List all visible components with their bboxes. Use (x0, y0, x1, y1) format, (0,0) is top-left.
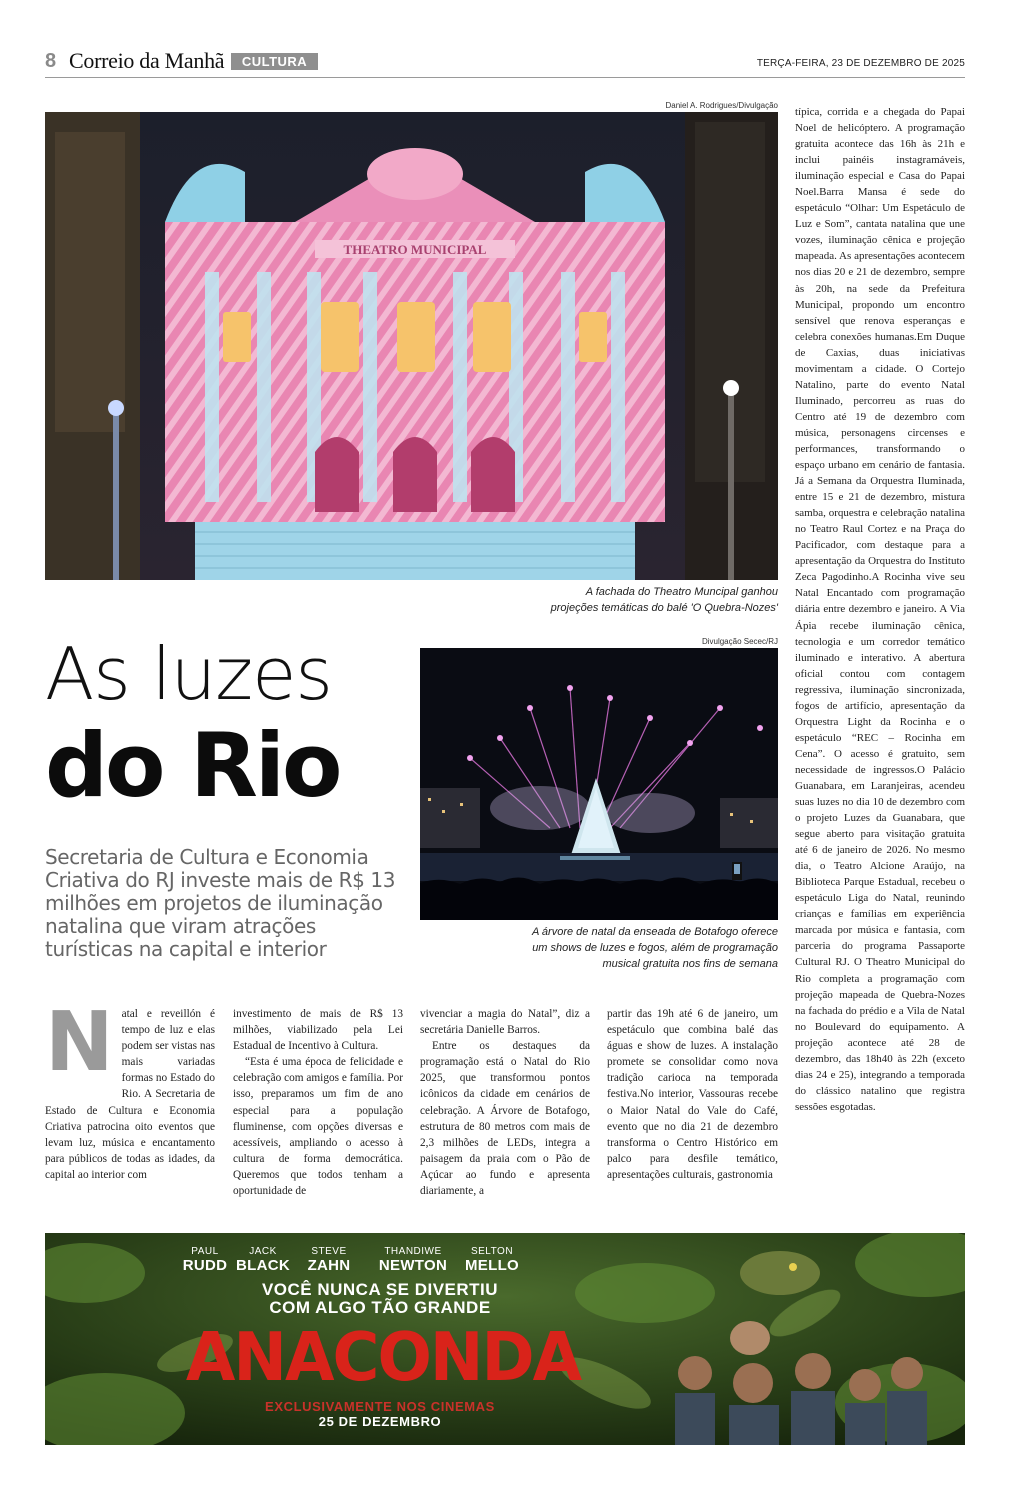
fireworks-illustration (420, 648, 778, 920)
cast-first-name: STEVE (311, 1246, 347, 1257)
ad-tagline-line1: VOCÊ NUNCA SE DIVERTIU (261, 1280, 499, 1299)
theatro-facade-illustration (45, 112, 778, 580)
anaconda-advertisement[interactable] (45, 1233, 965, 1445)
caption-theatro (450, 584, 778, 616)
cast-name-5 (457, 1245, 527, 1273)
cast-first-name: PAUL (191, 1246, 219, 1257)
cast-last-name: ZAHN (307, 1257, 351, 1274)
article-paragraph: vivenciar a magia do Natal”, diz a secretária Danielle Barros. (420, 1008, 590, 1037)
theatro-municipal-photo (45, 112, 778, 580)
page-number: 8 (45, 50, 57, 72)
article-column-3 (420, 1006, 590, 1199)
article-paragraph: “Esta é uma época de felicidade e celebração com amigos e família. Por isso, preparamos um fim de ano especial para a população fluminense, com opções diversas e acessíveis, ampliando o acesso à cultura de forma democrática. Queremos que todos tenham a oportunidade de (233, 1056, 404, 1198)
photo-credit-theatro: Daniel A. Rodrigues/Divulgação (665, 101, 778, 110)
cast-first-name: THANDIWE (384, 1246, 442, 1257)
cast-first-name: SELTON (470, 1246, 514, 1257)
ad-tagline (225, 1281, 535, 1317)
cast-name-1 (175, 1245, 235, 1273)
article-column-4 (607, 1006, 778, 1183)
caption-botafogo-line1: A árvore de natal da enseada de Botafogo oferece (531, 926, 778, 938)
headline-line1: As luzes (45, 632, 332, 716)
cast-name-2 (233, 1245, 293, 1273)
article-column-5 (795, 104, 965, 1115)
section-label: CULTURA (231, 53, 318, 70)
headline-deck: Secretaria de Cultura e Economia Criativa do RJ investe mais de R$ 13 milhões em projetos de iluminação natalina que viram atrações turísticas na capital e interior (45, 845, 396, 961)
article-paragraph: investimento de mais de R$ 13 milhões, viabilizado pela Lei Estadual de Incentivo à Cultura. (233, 1008, 403, 1053)
cast-name-3 (299, 1245, 359, 1273)
newspaper-brand: Correio da Manhã (69, 48, 225, 73)
ad-release-info (205, 1399, 555, 1429)
caption-theatro-line2: projeções temáticas do balé 'O Quebra-Nozes' (550, 602, 778, 614)
article-column-1 (45, 995, 215, 1183)
article-column-2 (233, 1006, 403, 1199)
botafogo-tree-photo (420, 648, 778, 920)
article-paragraph: atal e reveillón é tempo de luz e elas podem ser vistas nas mais variadas formas no Estado do Rio. A Secretaria de Estado de Cultura e Economia Criativa patrocina oito eventos que levam luz, música e encantamento para públicos de todas as idades, da capital ao interior com (45, 1008, 215, 1181)
ad-tagline-line2: COM ALGO TÃO GRANDE (269, 1298, 491, 1317)
issue-date: TERÇA-FEIRA, 23 DE DEZEMBRO DE 2025 (756, 58, 965, 69)
article-paragraph: típica, corrida e a chegada do Papai Noel de helicóptero. A programação gratuita acontece das 16h às 21h e inclui painéis instagramáveis, iluminação especial e Casa do Papai Noel.Barra Mansa é sede do espetáculo “Olhar: Um Espetáculo de Luz e Som”, cantata natalina que une vozes, iluminação cênica e projeção mapeada. As apresentações acontecem nos dias 20 e 21 de dezembro, sempre às 20h, na sede da Prefeitura Municipal, propondo um encontro sensível que renova esperanças e celebra conexões humanas.Em Duque de Caxias, duas iniciativas movimentam a cidade. O Cortejo Natalino, parte do evento Natal Iluminado, percorreu as ruas do Centro até 19 de dezembro com música, personagens circenses e performances, transformando o espaço urbano em cenário de fantasia. Já a Semana da Orquestra Iluminada, entre 15 e 21 de dezembro, mistura samba, orquestra e celebração natalina no Teatro Raul Cortez e na Praça do Pacificador, com destaque para a apresentação da Orquestra do Instituto Zeca Pagodinho.A Rocinha vive seu Natal Encantado com programação diária entre dezembro e janeiro. A Via Ápia recebe iluminação cênica, tecnologia e um corredor temático iluminado e interativo. A abertura oficial contou com contagem regressiva, iluminação sincronizada, fogos de artifício, apresentação da Orquestra Light da Rocinha e o espetáculo “REC – Rocinha em Cena”. O acesso é gratuito, sem necessidade de ingressos.O Palácio Guanabara, em Laranjeiras, acendeu suas luzes no dia 10 de dezembro com o projeto Luzes da Guanabara, que segue aberto para visitação gratuita até 6 de janeiro de 2026. No mesmo dia, o Teatro Alcione Araújo, na Biblioteca Parque Estadual, recebeu o espetáculo Liga do Natal, reunindo crianças e famílias em experiência marcada por música e fantasia, com parceria do programa Passaporte Cultural RJ. O Theatro Municipal do Rio completa a programação com projeção mapeada de Quebra-Nozes na fachada do prédio e a Vila de Natal no Boulevard do equipamento. A projeção acontece até 28 de dezembro, das 18h40 às 22h (exceto dias 24 e 25), integrando a temporada do clássico natalino que registra sessões esgotadas. (795, 106, 965, 1113)
article-paragraph: Entre os destaques da programação está o Natal do Rio 2025, que transformou pontos icônicos da cidade em cenários de celebração. A Árvore de Botafogo, estrutura de 80 metros com mais de 2,3 milhões de LEDs, integra a paisagem da praia com o Pão de Açúcar ao fundo e apresenta diariamente, a (420, 1040, 590, 1198)
headline-line2: do Rio (45, 714, 340, 817)
cast-name-4 (371, 1245, 455, 1273)
ad-movie-title: ANACONDA (185, 1319, 581, 1397)
theatro-sign-text: THEATRO MUNICIPAL (343, 242, 487, 257)
cast-first-name: JACK (249, 1246, 277, 1257)
caption-botafogo (420, 924, 778, 972)
article-paragraph: partir das 19h até 6 de janeiro, um espetáculo que combina balé das águas e show de luzes. A instalação promete se consolidar como nova tradição carioca na temporada festiva.No interior, Vassouras recebe o Maior Natal do Vale do Café, evento que no dia 21 de dezembro transforma o Centro Histórico em palco para desfile temático, apresentações culturais, gastronomia (607, 1008, 778, 1181)
cast-last-name: NEWTON (378, 1257, 448, 1274)
page-header (45, 48, 965, 78)
cast-last-name: MELLO (465, 1257, 519, 1274)
photo-credit-botafogo: Divulgação Secec/RJ (701, 637, 778, 646)
ad-release-date: 25 DE DEZEMBRO (318, 1414, 442, 1429)
caption-theatro-line1: A fachada do Theatro Muncipal ganhou (585, 586, 778, 598)
caption-botafogo-line2: um shows de luzes e fogos, além de programação (532, 942, 778, 954)
ad-release-line1: EXCLUSIVAMENTE NOS CINEMAS (265, 1399, 495, 1414)
cast-last-name: BLACK (236, 1257, 290, 1274)
caption-botafogo-line3: musical gratuita nos fins de semana (602, 958, 778, 970)
cast-last-name: RUDD (182, 1257, 228, 1274)
dropcap: N (45, 995, 114, 1090)
